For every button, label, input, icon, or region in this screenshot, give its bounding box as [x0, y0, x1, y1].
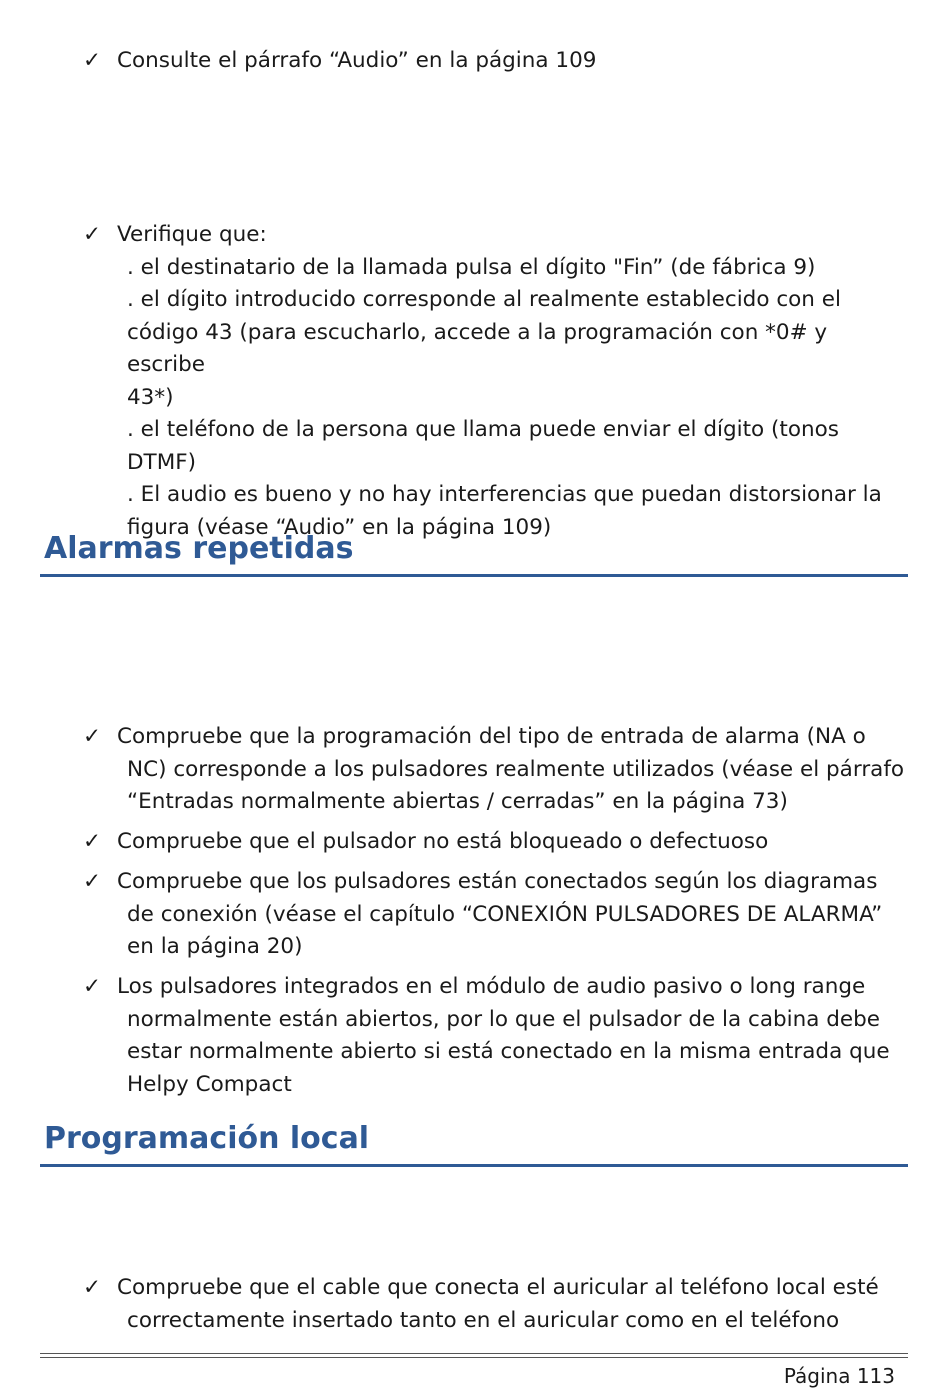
item-line: 43*) — [127, 384, 174, 410]
checklist-item — [80, 721, 910, 819]
item-text: Compruebe que el pulsador no está bloqueado o defectuoso — [117, 829, 769, 854]
item-line: . el dígito introducido corresponde al realmente establecido con el — [127, 287, 841, 312]
checklist-item — [80, 1272, 910, 1337]
item-line: código 43 (para escucharlo, accede a la programación con *0# y escribe — [127, 319, 828, 377]
item-title: Verifique que: — [117, 222, 267, 247]
item-line: de conexión (véase el capítulo “CONEXIÓN PULSADORES DE ALARMA” — [127, 901, 883, 927]
checklist-item-verify — [80, 219, 910, 544]
checkmark-icon: ✓ — [82, 974, 101, 999]
item-line: . El audio es bueno y no hay interferencias que puedan distorsionar la — [127, 482, 882, 507]
item-line: en la página 20) — [127, 934, 303, 959]
page-number: Página 113 — [783, 1364, 895, 1388]
checklist-item — [80, 866, 910, 964]
section-heading: Alarmas repetidas — [44, 531, 354, 566]
item-line: figura (véase “Audio” en la página 109) — [127, 514, 552, 540]
checkmark-icon: ✓ — [82, 1275, 101, 1300]
heading-rule — [40, 1164, 908, 1167]
item-line: normalmente están abiertos, por lo que el pulsador de la cabina debe — [127, 1006, 881, 1032]
item-text: Compruebe que los pulsadores están conectados según los diagramas — [117, 869, 878, 894]
checklist-item — [80, 971, 910, 1101]
item-text: Consulte el párrafo “Audio” en la página 109 — [117, 48, 597, 73]
heading-rule — [40, 574, 908, 577]
item-line: . el destinatario de la llamada pulsa el dígito "Fin” (de fábrica 9) — [127, 254, 816, 280]
item-line: . el teléfono de la persona que llama puede enviar el dígito (tonos — [127, 417, 839, 442]
item-line: DTMF) — [127, 449, 196, 475]
item-text: Los pulsadores integrados en el módulo de audio pasivo o long range — [117, 974, 866, 999]
checklist-item — [80, 45, 910, 78]
footer-rule — [40, 1353, 908, 1354]
item-line: estar normalmente abierto si está conectado en la misma entrada que — [127, 1039, 890, 1064]
checkmark-icon: ✓ — [82, 829, 101, 854]
checkmark-icon: ✓ — [82, 724, 101, 749]
section-heading: Programación local — [44, 1121, 370, 1156]
checkmark-icon: ✓ — [82, 869, 101, 894]
item-line: correctamente insertado tanto en el auricular como en el teléfono — [127, 1307, 840, 1333]
item-line: “Entradas normalmente abiertas / cerradas” en la página 73) — [127, 789, 788, 814]
footer-rule — [40, 1357, 908, 1358]
item-line: Helpy Compact — [127, 1071, 292, 1097]
item-line: NC) corresponde a los pulsadores realmente utilizados (véase el párrafo — [127, 756, 905, 782]
checkmark-icon: ✓ — [82, 48, 101, 73]
checklist-item — [80, 826, 910, 859]
item-text: Compruebe que el cable que conecta el auricular al teléfono local esté — [117, 1275, 879, 1300]
item-text: Compruebe que la programación del tipo de entrada de alarma (NA o — [117, 724, 866, 749]
checkmark-icon: ✓ — [82, 222, 101, 247]
